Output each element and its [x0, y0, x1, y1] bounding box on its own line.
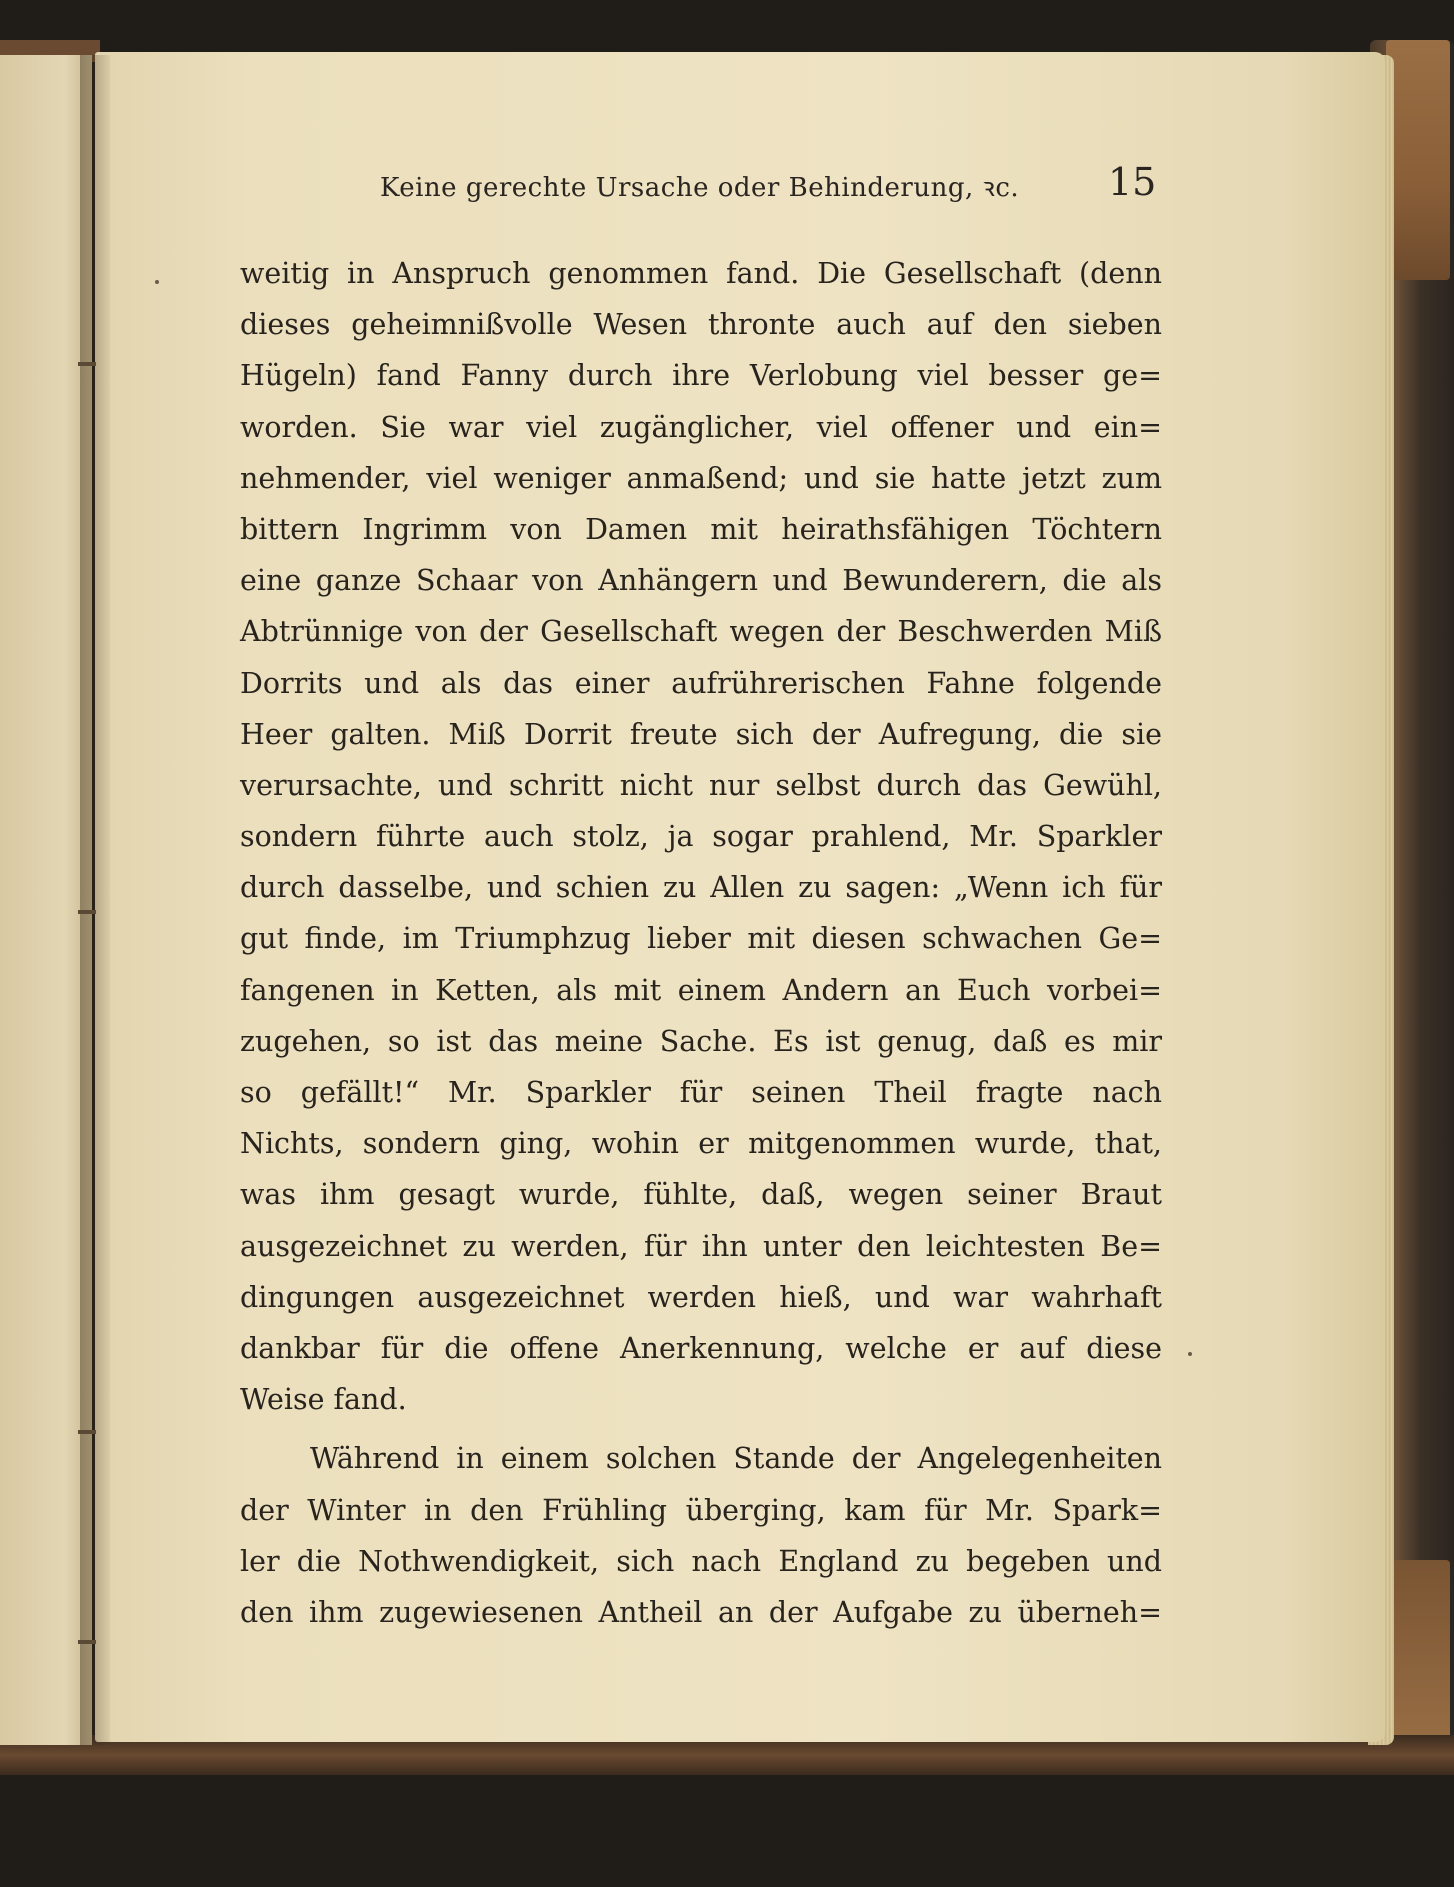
text-line: den ihm zugewiesenen Antheil an der Aufgabe zu überneh=	[240, 1595, 1162, 1629]
text-line: ausgezeichnet zu werden, für ihn unter den leichtesten Be=	[240, 1229, 1162, 1263]
paragraph	[240, 1433, 1162, 1638]
paper-speck	[1188, 1352, 1192, 1356]
text-line: weitig in Anspruch genommen fand. Die Gesellschaft (denn	[240, 257, 1162, 290]
paper-speck	[155, 280, 159, 284]
text-line: dingungen ausgezeichnet werden hieß, und war wahrhaft	[240, 1280, 1162, 1314]
binding-thread-mark	[78, 910, 96, 914]
text-line: was ihm gesagt wurde, fühlte, daß, wegen seiner Braut	[240, 1178, 1162, 1212]
text-line: der Winter in den Frühling überging, kam für Mr. Spark=	[240, 1493, 1162, 1527]
text-line: Dorrits und als das einer aufrührerischen Fahne folgende	[240, 666, 1162, 700]
text-line: Nichts, sondern ging, wohin er mitgenommen wurde, that,	[240, 1127, 1162, 1161]
text-line: so gefällt!“ Mr. Sparkler für seinen Theil fragte nach	[240, 1076, 1162, 1109]
paragraph	[240, 248, 1162, 1425]
book-corner-leather-top	[1386, 40, 1450, 280]
text-line: eine ganze Schaar von Anhängern und Bewunderern, die als	[240, 564, 1162, 598]
text-line: Weise fand.	[240, 1383, 407, 1417]
left-page-strip	[0, 55, 92, 1745]
binding-thread-mark	[78, 362, 96, 366]
text-line: Abtrünnige von der Gesellschaft wegen der Beschwerden Miß	[240, 615, 1162, 649]
text-line: dieses geheimnißvolle Wesen thronte auch auf den sieben	[240, 308, 1162, 342]
binding-thread-mark	[78, 1640, 96, 1644]
text-line: fangenen in Ketten, als mit einem Andern an Euch vorbei=	[240, 973, 1162, 1007]
text-line: worden. Sie war viel zugänglicher, viel offener und ein=	[240, 410, 1162, 444]
text-line: Während in einem solchen Stande der Angelegenheiten	[310, 1442, 1162, 1476]
text-line: dankbar für die offene Anerkennung, welche er auf diese	[240, 1331, 1162, 1365]
binding-thread-mark	[78, 1430, 96, 1434]
text-line: ler die Nothwendigkeit, sich nach England zu begeben und	[240, 1544, 1162, 1578]
text-line: Hügeln) fand Fanny durch ihre Verlobung viel besser ge=	[240, 359, 1162, 393]
text-line: bittern Ingrimm von Damen mit heirathsfähigen Töchtern	[240, 512, 1162, 546]
paragraph-gap	[240, 1425, 1162, 1433]
book-corner-leather-bottom	[1392, 1560, 1450, 1760]
running-head: Keine gerechte Ursache oder Behinderung, ꝛc.	[380, 173, 1020, 203]
text-line: zugehen, so ist das meine Sache. Es ist genug, daß es mir	[240, 1024, 1162, 1058]
text-line: nehmender, viel weniger anmaßend; und sie hatte jetzt zum	[240, 461, 1162, 495]
spine-shadow	[80, 55, 110, 1745]
text-line: durch dasselbe, und schien zu Allen zu sagen: „Wenn ich für	[240, 871, 1162, 905]
page-number: 15	[1108, 160, 1157, 204]
text-line: sondern führte auch stolz, ja sogar prahlend, Mr. Sparkler	[240, 820, 1162, 854]
text-line: Heer galten. Miß Dorrit freute sich der Aufregung, die sie	[240, 717, 1162, 751]
text-line: verursachte, und schritt nicht nur selbst durch das Gewühl,	[240, 768, 1162, 802]
text-line: gut finde, im Triumphzug lieber mit diesen schwachen Ge=	[240, 922, 1162, 956]
body-text	[240, 248, 1162, 1638]
